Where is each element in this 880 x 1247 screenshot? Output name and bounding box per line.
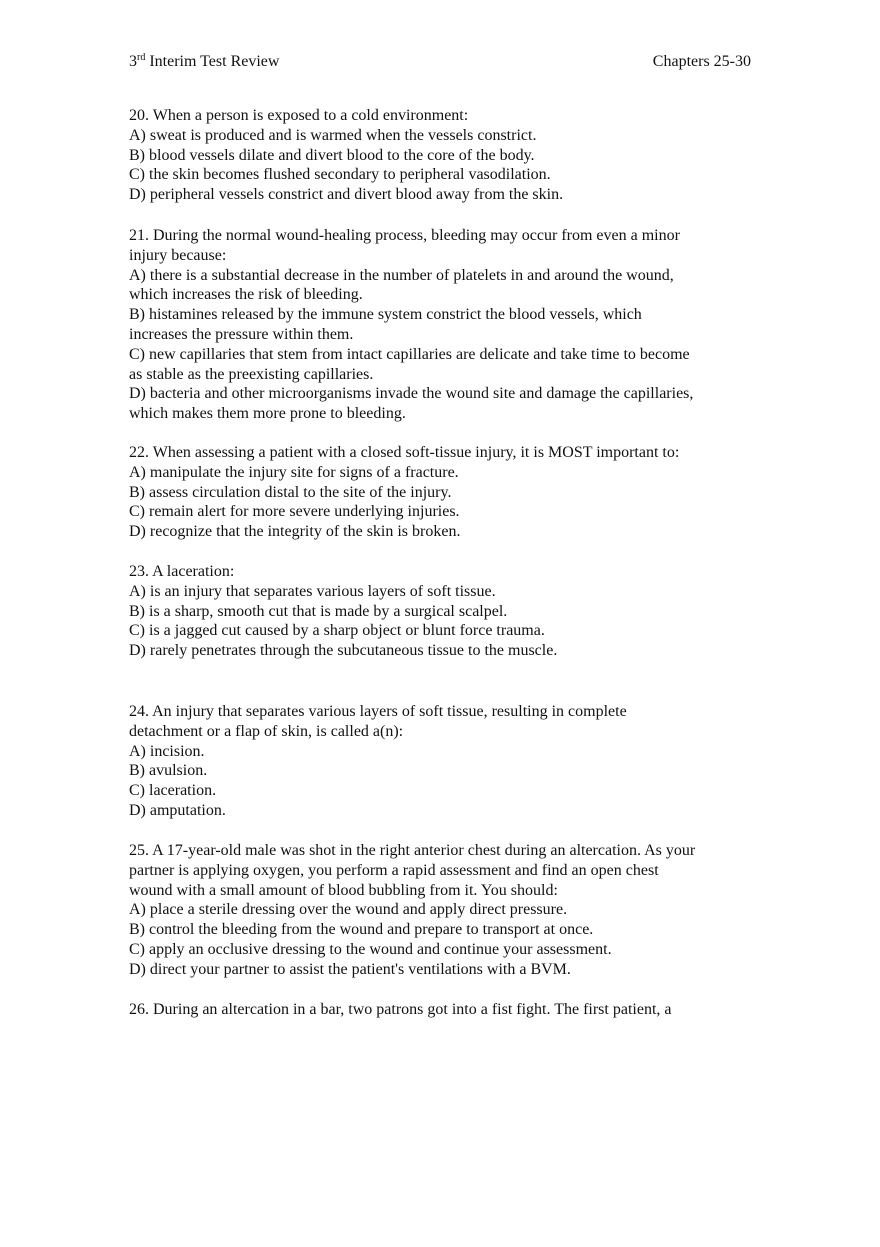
answer-option — [129, 920, 754, 940]
question-stem — [129, 702, 754, 742]
option-line: C) apply an occlusive dressing to the wound and continue your assessment. — [129, 940, 612, 958]
question-26 — [129, 1000, 754, 1020]
answer-option — [129, 126, 754, 146]
answer-option — [129, 602, 754, 622]
page-header — [129, 52, 751, 72]
answer-option — [129, 502, 754, 522]
option-line: D) direct your partner to assist the patient's ventilations with a BVM. — [129, 960, 571, 978]
option-line: B) histamines released by the immune system constrict the blood vessels, which — [129, 306, 642, 324]
option-line: A) is an injury that separates various layers of soft tissue. — [129, 582, 496, 600]
answer-option — [129, 384, 754, 424]
answer-option — [129, 146, 754, 166]
option-line: B) blood vessels dilate and divert blood to the core of the body. — [129, 146, 535, 164]
question-stem — [129, 1000, 754, 1020]
answer-option — [129, 463, 754, 483]
option-line: A) sweat is produced and is warmed when the vessels constrict. — [129, 126, 537, 144]
answer-option — [129, 742, 754, 762]
stem-line: wound with a small amount of blood bubbling from it. You should: — [129, 881, 558, 899]
question-22 — [129, 443, 754, 542]
option-line: B) avulsion. — [129, 762, 208, 780]
question-stem — [129, 841, 754, 900]
option-line: B) control the bleeding from the wound and prepare to transport at once. — [129, 921, 594, 939]
stem-line: 22. When assessing a patient with a closed soft-tissue injury, it is MOST important to: — [129, 444, 680, 461]
answer-option — [129, 165, 754, 185]
answer-option — [129, 522, 754, 542]
option-line: B) is a sharp, smooth cut that is made by a surgical scalpel. — [129, 602, 508, 620]
option-line: which increases the risk of bleeding. — [129, 286, 363, 304]
option-line: B) assess circulation distal to the site of the injury. — [129, 483, 452, 501]
stem-line: partner is applying oxygen, you perform a rapid assessment and find an open chest — [129, 861, 659, 879]
question-24 — [129, 702, 754, 821]
answer-option — [129, 266, 754, 306]
option-line: D) bacteria and other microorganisms invade the wound site and damage the capillaries, — [129, 385, 694, 403]
stem-line: injury because: — [129, 246, 227, 264]
answer-option — [129, 761, 754, 781]
answer-option — [129, 185, 754, 205]
question-21 — [129, 226, 754, 424]
option-line: C) is a jagged cut caused by a sharp object or blunt force trauma. — [129, 622, 545, 640]
question-stem — [129, 106, 754, 126]
option-line: C) new capillaries that stem from intact capillaries are delicate and take time to become — [129, 345, 690, 363]
option-line: C) remain alert for more severe underlying injuries. — [129, 503, 460, 521]
stem-line: 20. When a person is exposed to a cold environment: — [129, 107, 469, 124]
question-23 — [129, 562, 754, 661]
stem-line: 24. An injury that separates various layers of soft tissue, resulting in complete — [129, 703, 627, 720]
answer-option — [129, 801, 754, 821]
answer-option — [129, 641, 754, 661]
option-line: A) place a sterile dressing over the wound and apply direct pressure. — [129, 901, 568, 919]
option-line: increases the pressure within them. — [129, 325, 354, 343]
stem-line: 21. During the normal wound-healing process, bleeding may occur from even a minor — [129, 227, 680, 244]
question-stem — [129, 562, 754, 582]
option-line: A) incision. — [129, 742, 205, 760]
answer-option — [129, 940, 754, 960]
option-line: D) recognize that the integrity of the skin is broken. — [129, 523, 461, 541]
answer-option — [129, 900, 754, 920]
answer-option — [129, 483, 754, 503]
option-line: A) manipulate the injury site for signs of a fracture. — [129, 463, 459, 481]
header-chapters: Chapters 25-30 — [652, 53, 751, 70]
option-line: D) peripheral vessels constrict and divert blood away from the skin. — [129, 186, 564, 204]
answer-option — [129, 960, 754, 980]
question-stem — [129, 443, 754, 463]
header-title: 3rd Interim Test Review — [129, 52, 280, 70]
option-line: which makes them more prone to bleeding. — [129, 405, 406, 423]
answer-option — [129, 305, 754, 345]
answer-option — [129, 582, 754, 602]
answer-option — [129, 345, 754, 385]
answer-option — [129, 781, 754, 801]
question-25 — [129, 841, 754, 980]
option-line: A) there is a substantial decrease in the number of platelets in and around the wound, — [129, 266, 674, 284]
option-line: C) the skin becomes flushed secondary to peripheral vasodilation. — [129, 166, 551, 184]
question-stem — [129, 226, 754, 266]
stem-line: 25. A 17-year-old male was shot in the right anterior chest during an altercation. As your — [129, 842, 696, 859]
option-line: C) laceration. — [129, 782, 217, 800]
option-line: as stable as the preexisting capillaries. — [129, 365, 374, 383]
option-line: D) rarely penetrates through the subcutaneous tissue to the muscle. — [129, 642, 558, 660]
stem-line: 23. A laceration: — [129, 563, 235, 580]
question-20 — [129, 106, 754, 205]
answer-option — [129, 621, 754, 641]
option-line: D) amputation. — [129, 801, 226, 819]
stem-line: detachment or a flap of skin, is called a(n): — [129, 722, 404, 740]
stem-line: 26. During an altercation in a bar, two patrons got into a fist fight. The first patient, a — [129, 1001, 672, 1018]
